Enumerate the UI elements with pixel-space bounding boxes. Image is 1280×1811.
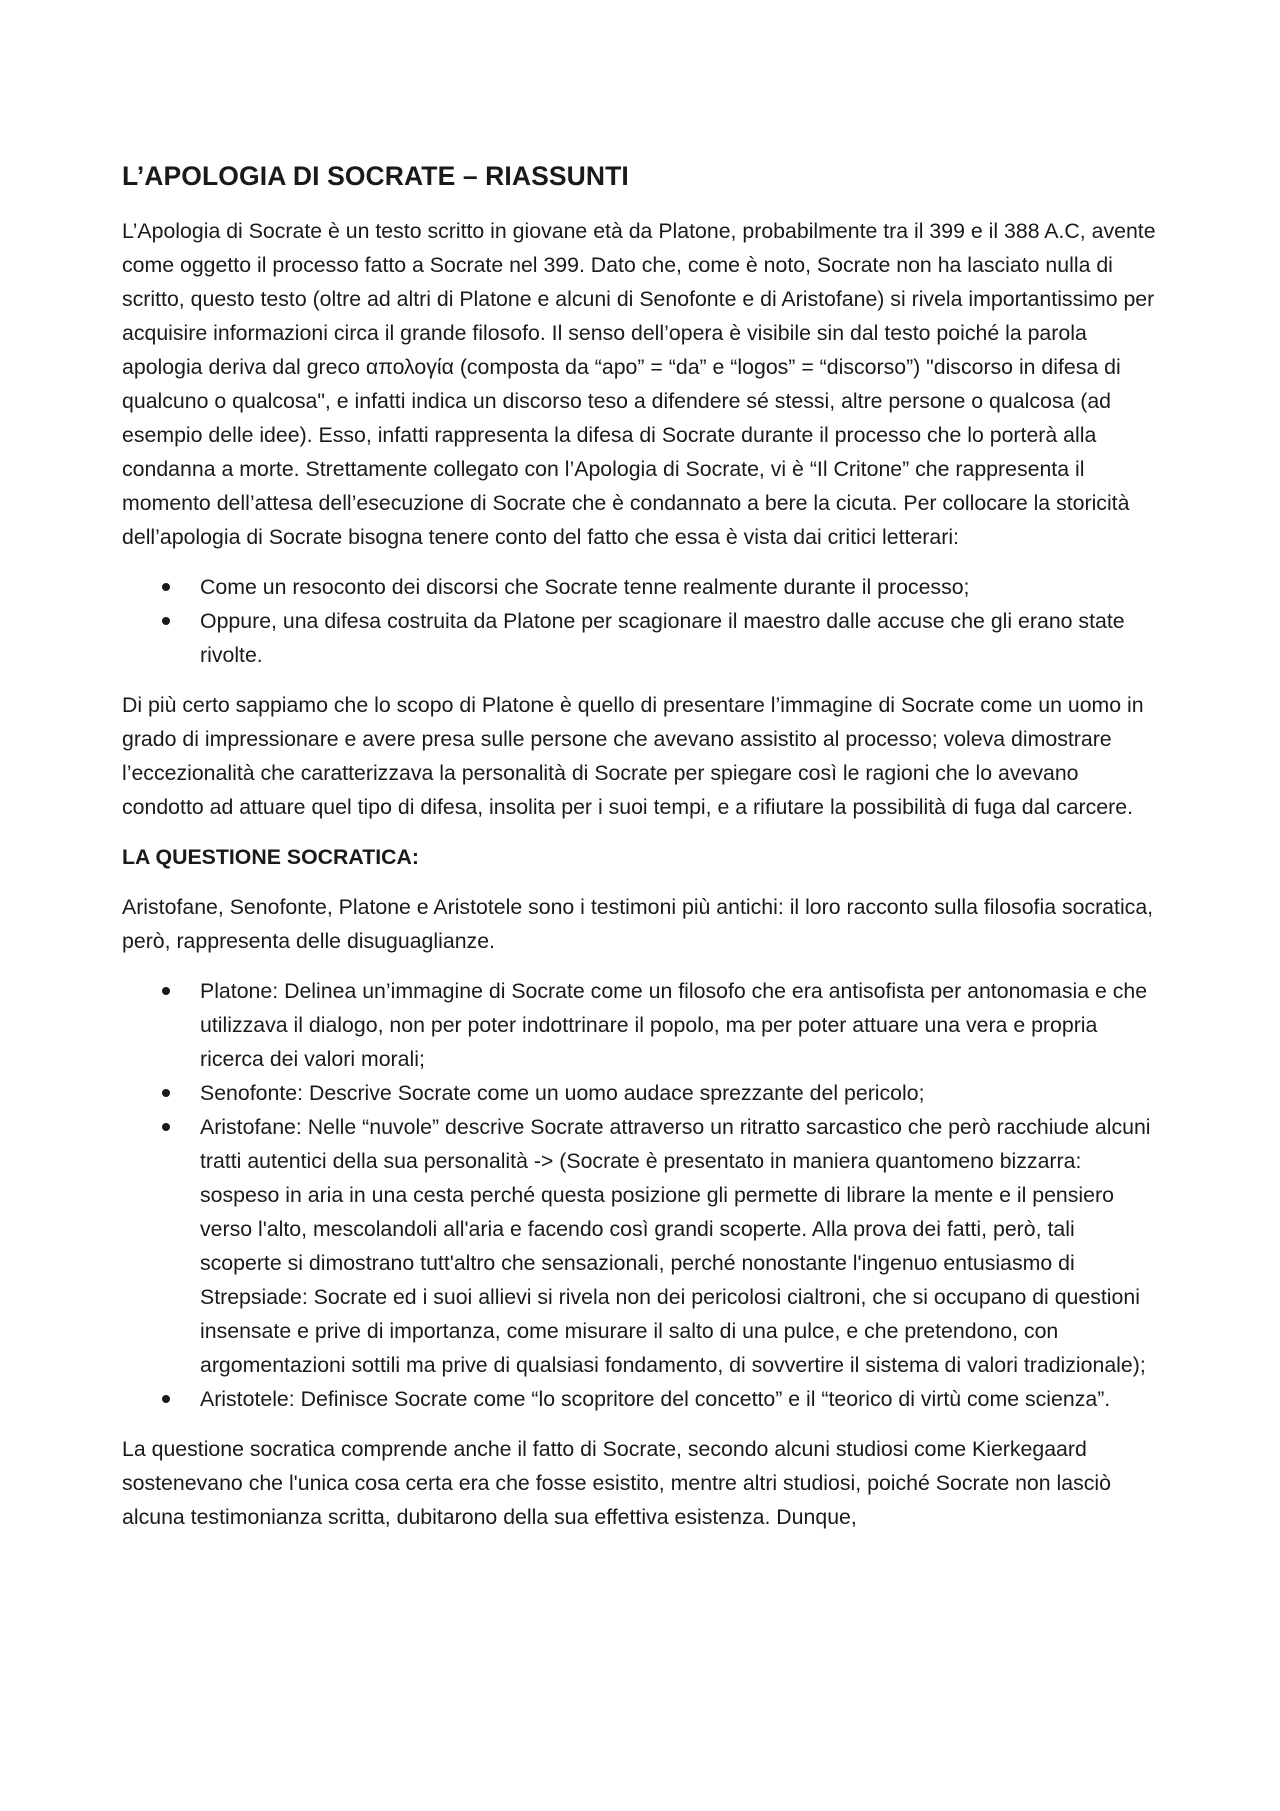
section-heading: LA QUESTIONE SOCRATICA: bbox=[122, 845, 419, 869]
bullet-icon bbox=[162, 1089, 170, 1097]
bullet-icon bbox=[162, 583, 170, 591]
section-intro-paragraph: Aristofane, Senofonte, Platone e Aristotele sono i testimoni più antichi: il loro racconto sulla filosofia socratica, però, rappresenta delle disuguaglianze. bbox=[122, 895, 1154, 953]
list-item-text: Come un resoconto dei discorsi che Socrate tenne realmente durante il processo; bbox=[200, 575, 970, 599]
list-item-text: Aristofane: Nelle “nuvole” descrive Socrate attraverso un ritratto sarcastico che però racchiude alcuni tratti autentici della sua personalità -> (Socrate è presentato in maniera quantomeno bizzarra: sospeso in aria in una cesta perché questa posizione gli permette di librare la mente e il pensiero verso l'alto, mescolandoli all'aria e facendo così grandi scoperte. Alla prova dei fatti, però, tali scoperte si dimostrano tutt'altro che sensazionali, perché nonostante l'ingenuo entusiasmo di Strepsiade: Socrate ed i suoi allievi si rivela non dei pericolosi cialtroni, che si occupano di questioni insensate e prive di importanza, come misurare il salto di una pulce, e che pretendono, con argomentazioni sottili ma prive di qualsiasi fondamento, di sovvertire il sistema di valori tradizionale); bbox=[200, 1115, 1151, 1377]
list-item-text: Platone: Delinea un’immagine di Socrate come un filosofo che era antisofista per antonomasia e che utilizzava il dialogo, non per poter indottrinare il popolo, ma per poter attuare una vera e propria ricerca dei valori morali; bbox=[200, 979, 1148, 1071]
bullet-icon bbox=[162, 1395, 170, 1403]
critics-list bbox=[122, 570, 1162, 672]
document-page bbox=[122, 158, 1162, 1550]
closing-paragraph: La questione socratica comprende anche il fatto di Socrate, secondo alcuni studiosi come Kierkegaard sostenevano che l'unica cosa certa era che fosse esistito, mentre altri studiosi, poiché Socrate non lasciò alcuna testimonianza scritta, dubitarono della sua effettiva esistenza. Dunque, bbox=[122, 1437, 1111, 1529]
list-item bbox=[122, 1076, 1162, 1110]
bullet-icon bbox=[162, 987, 170, 995]
list-item-text: Senofonte: Descrive Socrate come un uomo audace sprezzante del pericolo; bbox=[200, 1081, 925, 1105]
document-title: L’APOLOGIA DI SOCRATE – RIASSUNTI bbox=[122, 161, 629, 191]
list-item bbox=[122, 1110, 1162, 1382]
purpose-paragraph: Di più certo sappiamo che lo scopo di Platone è quello di presentare l’immagine di Socrate come un uomo in grado di impressionare e avere presa sulle persone che avevano assistito al processo; voleva dimostrare l’eccezionalità che caratterizzava la personalità di Socrate per spiegare così le ragioni che lo avevano condotto ad attuare quel tipo di difesa, insolita per i suoi tempi, e a rifiutare la possibilità di fuga dal carcere. bbox=[122, 693, 1144, 819]
list-item bbox=[122, 1382, 1162, 1416]
list-item-text: Oppure, una difesa costruita da Platone per scagionare il maestro dalle accuse che gli erano state rivolte. bbox=[200, 609, 1125, 667]
list-item bbox=[122, 974, 1162, 1076]
intro-paragraph: L’Apologia di Socrate è un testo scritto in giovane età da Platone, probabilmente tra il 399 e il 388 A.C, avente come oggetto il processo fatto a Socrate nel 399. Dato che, come è noto, Socrate non ha lasciato nulla di scritto, questo testo (oltre ad altri di Platone e alcuni di Senofonte e di Aristofane) si rivela importantissimo per acquisire informazioni circa il grande filosofo. Il senso dell’opera è visibile sin dal testo poiché la parola apologia deriva dal greco απολογία (composta da “apo” = “da” e “logos” = “discorso”) "discorso in difesa di qualcuno o qualcosa", e infatti indica un discorso teso a difendere sé stessi, altre persone o qualcosa (ad esempio delle idee). Esso, infatti rappresenta la difesa di Socrate durante il processo che lo porterà alla condanna a morte. Strettamente collegato con l’Apologia di Socrate, vi è “Il Critone” che rappresenta il momento dell’attesa dell’esecuzione di Socrate che è condannato a bere la cicuta. Per collocare la storicità dell’apologia di Socrate bisogna tenere conto del fatto che essa è vista dai critici letterari: bbox=[122, 219, 1156, 549]
witnesses-list bbox=[122, 974, 1162, 1416]
bullet-icon bbox=[162, 617, 170, 625]
bullet-icon bbox=[162, 1123, 170, 1131]
list-item bbox=[122, 570, 1162, 604]
list-item-text: Aristotele: Definisce Socrate come “lo scopritore del concetto” e il “teorico di virtù come scienza”. bbox=[200, 1387, 1111, 1411]
list-item bbox=[122, 604, 1162, 672]
